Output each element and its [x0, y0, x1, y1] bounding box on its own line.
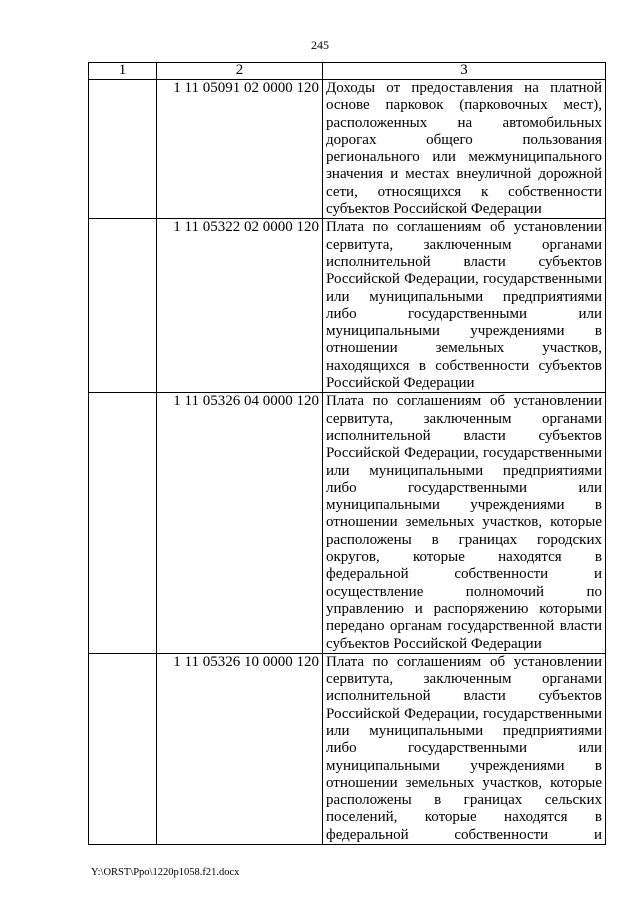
description-line: поселений, которые находятся в	[326, 809, 602, 826]
description-line: расположенных на автомобильных	[326, 114, 602, 131]
description-line: исполнительной власти субъектов	[326, 427, 602, 444]
description-cell	[323, 653, 606, 844]
description-cell	[323, 80, 606, 219]
table-row	[89, 653, 606, 844]
file-path-footer: Y:\ORST\Ppo\1220p1058.f21.docx	[91, 867, 240, 878]
description-line: Доходы от предоставления на платной	[326, 80, 602, 96]
description-line: муниципальными учреждениями в	[326, 497, 602, 514]
description-line: субъектов Российской Федерации	[326, 635, 542, 652]
document-table	[88, 62, 606, 845]
description-line: регионального или межмуниципального	[326, 149, 602, 166]
table-header-row	[89, 63, 606, 80]
budget-code-cell: 1 11 05326 04 0000 120	[157, 393, 323, 653]
description-line: сервитута, заключенным органами	[326, 236, 602, 253]
description-line: субъектов Российской Федерации	[326, 201, 542, 218]
description-line: Плата по соглашениям об установлении	[326, 653, 602, 670]
table-row	[89, 219, 606, 393]
description-line: отношении земельных участков, которые	[326, 774, 602, 791]
description-line: сети, относящихся к собственности	[326, 183, 602, 200]
description-line: управлению и распоряжению которыми	[326, 600, 602, 617]
description-line: передано органам государственной власти	[326, 618, 602, 635]
description-line: исполнительной власти субъектов	[326, 253, 602, 270]
description-line: расположены в границах городских	[326, 531, 602, 548]
description-cell	[323, 219, 606, 393]
description-line: отношении земельных участков, которые	[326, 514, 602, 531]
description-line: Плата по соглашениям об установлении	[326, 393, 602, 410]
description-line: сервитута, заключенным органами	[326, 671, 602, 688]
column-header-3: 3	[323, 63, 606, 80]
row-number-cell	[89, 653, 157, 844]
description-line: Российской Федерации	[326, 375, 475, 392]
row-number-cell	[89, 393, 157, 653]
description-line: основе парковок (парковочных мест),	[326, 97, 602, 114]
description-line: расположены в границах сельских	[326, 792, 602, 809]
description-line: Плата по соглашениям об установлении	[326, 219, 602, 236]
description-line: находящихся в собственности субъектов	[326, 357, 602, 374]
row-number-cell	[89, 80, 157, 219]
description-line: муниципальными учреждениями в	[326, 757, 602, 774]
page-number: 245	[311, 38, 329, 52]
row-number-cell	[89, 219, 157, 393]
budget-code-cell: 1 11 05091 02 0000 120	[157, 80, 323, 219]
description-line: либо государственными или	[326, 740, 602, 757]
description-line: муниципальными учреждениями в	[326, 323, 602, 340]
table-row	[89, 393, 606, 653]
description-cell	[323, 393, 606, 653]
description-line: или муниципальными предприятиями	[326, 462, 602, 479]
table-header	[89, 63, 606, 80]
description-line: сервитута, заключенным органами	[326, 410, 602, 427]
description-line: отношении земельных участков,	[326, 340, 602, 357]
description-line: осуществление полномочий по	[326, 583, 602, 600]
description-line: федеральной собственности и	[326, 826, 602, 843]
description-line: исполнительной власти субъектов	[326, 688, 602, 705]
description-line: или муниципальными предприятиями	[326, 722, 602, 739]
description-line: дорогах общего пользования	[326, 131, 602, 148]
description-line: Российской Федерации, государственными	[326, 445, 602, 462]
description-line: округов, которые находятся в	[326, 549, 602, 566]
column-header-2: 2	[157, 63, 323, 80]
description-line: либо государственными или	[326, 479, 602, 496]
description-line: или муниципальными предприятиями	[326, 288, 602, 305]
budget-code-cell: 1 11 05322 02 0000 120	[157, 219, 323, 393]
description-line: значения и местах внеуличной дорожной	[326, 166, 602, 183]
description-line: Российской Федерации, государственными	[326, 271, 602, 288]
description-line: федеральной собственности и	[326, 566, 602, 583]
budget-code-cell: 1 11 05326 10 0000 120	[157, 653, 323, 844]
table-row	[89, 80, 606, 219]
description-line: либо государственными или	[326, 305, 602, 322]
description-line: Российской Федерации, государственными	[326, 705, 602, 722]
column-header-1: 1	[89, 63, 157, 80]
table-body	[89, 80, 606, 845]
